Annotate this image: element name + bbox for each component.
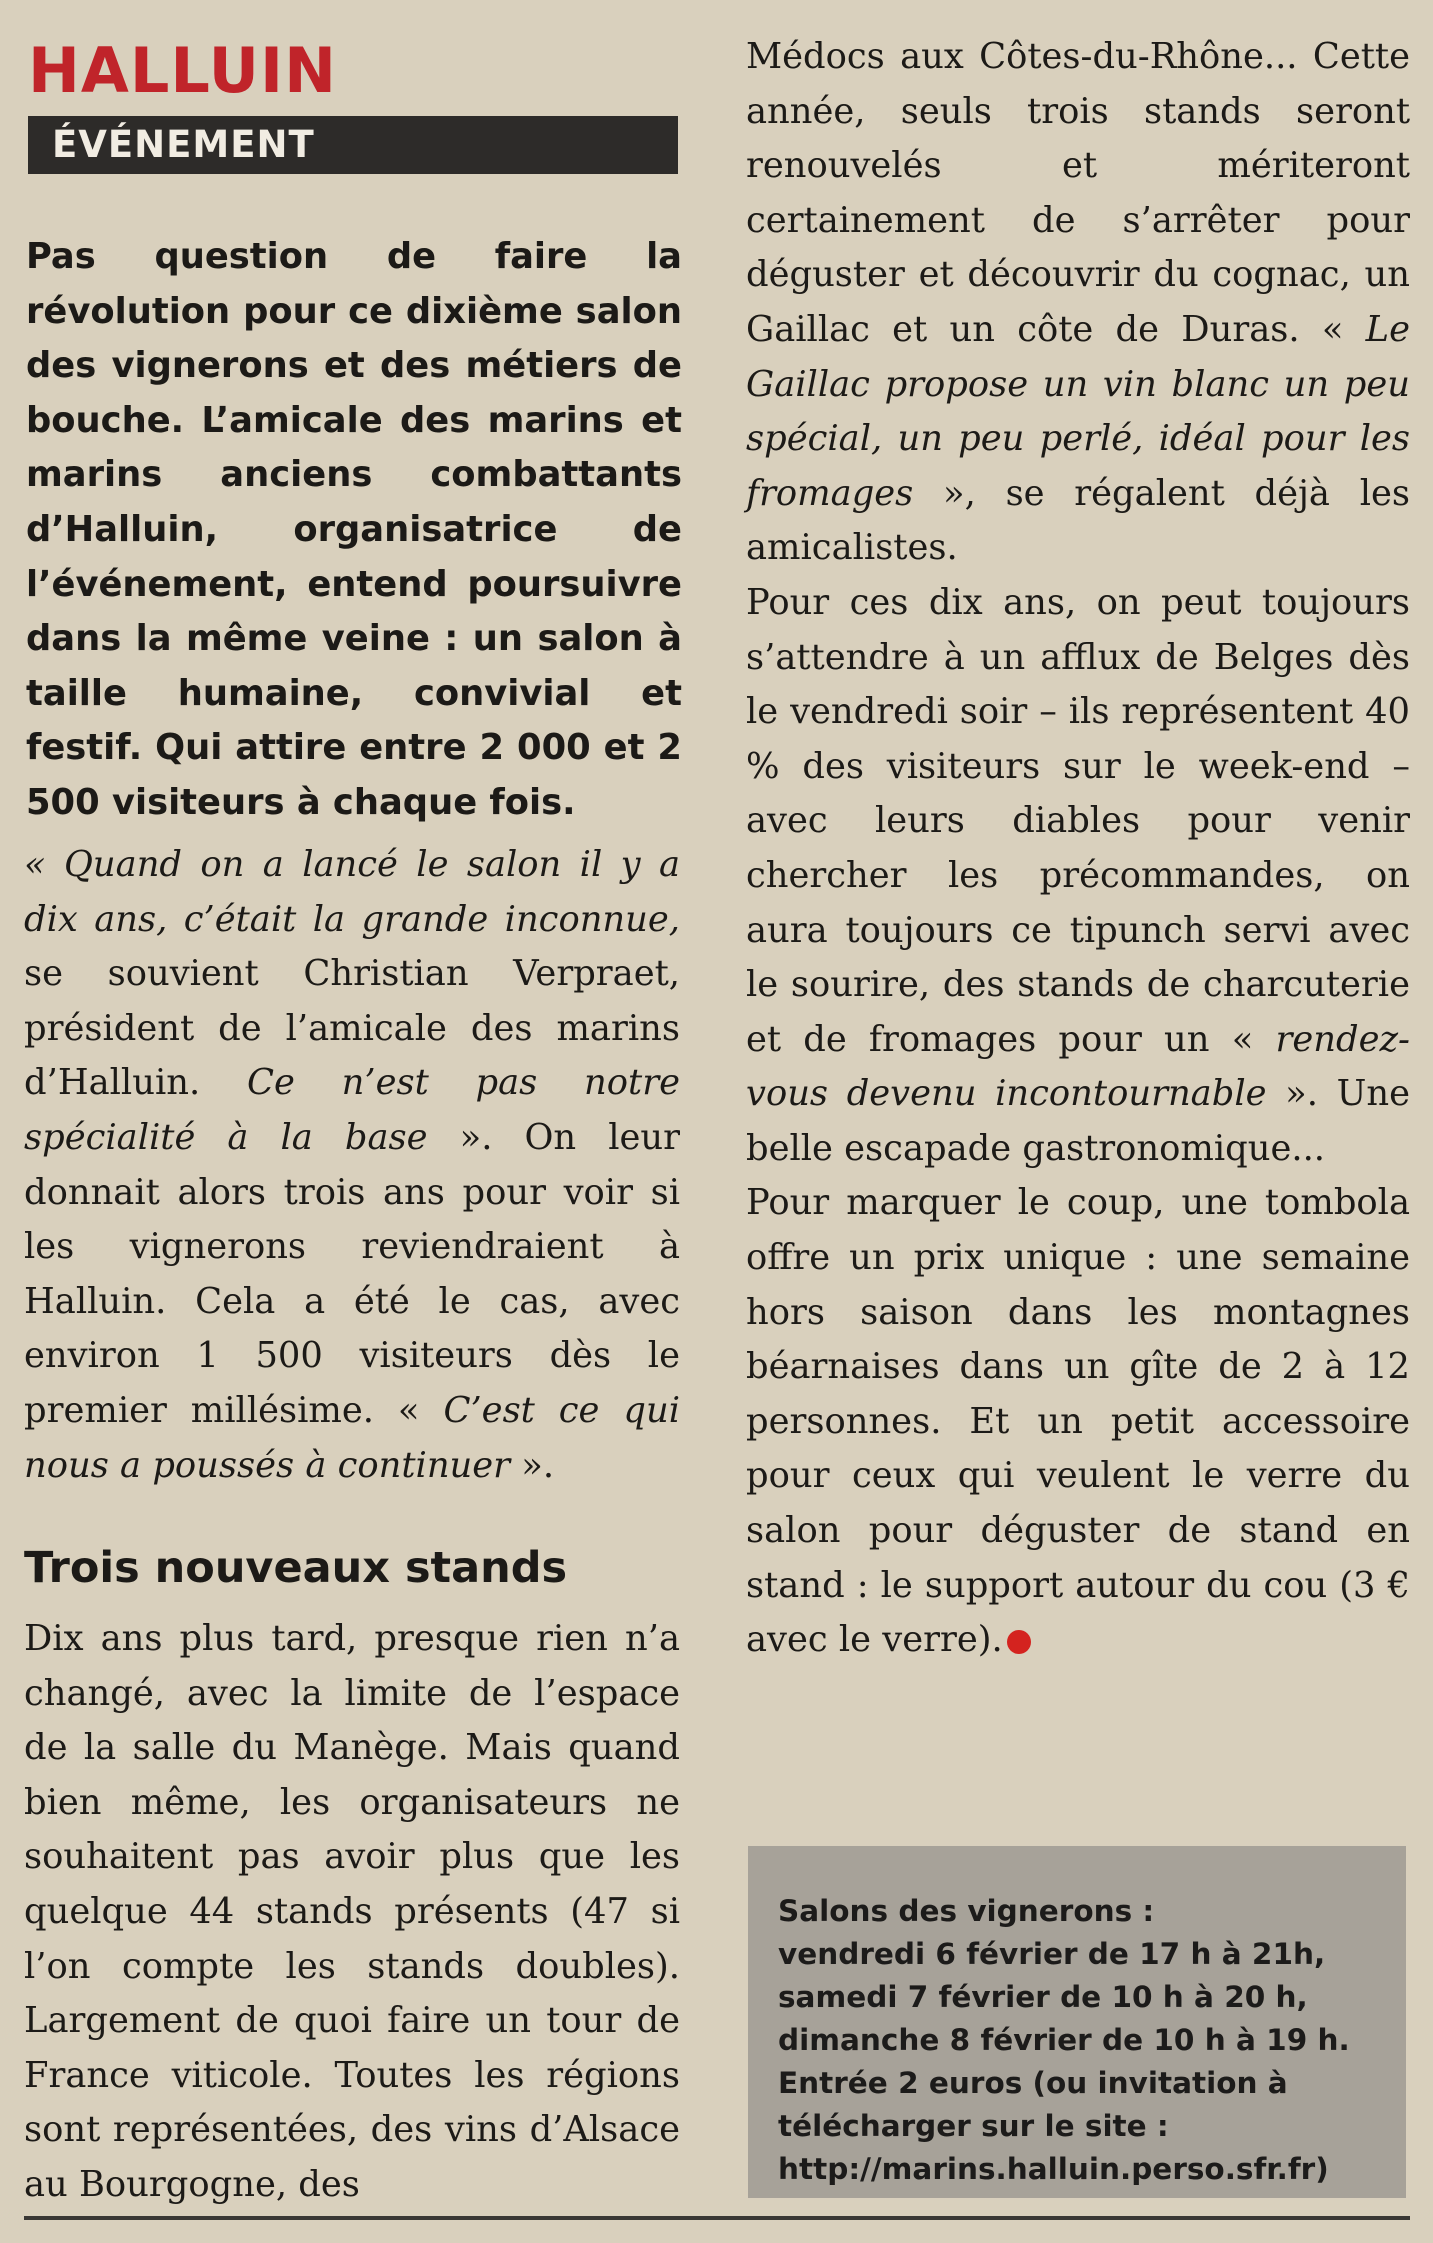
article-lead: Pas question de faire la révolution pour ce dixième salon des vignerons et des métiers de bouche. L’amicale des marins et marins anciens combattants d’Halluin, organisatrice de l’événement, entend poursuivre dans la même veine : un salon à taille humaine, convivial et festif. Qui attire entre 2 000 et 2 500 visiteurs à chaque fois. (26, 236, 682, 823)
town-heading: HALLUIN (28, 34, 337, 107)
info-line: télécharger sur le site : (778, 2109, 1169, 2143)
quote: Ce n’est pas notre spécialité à la base (24, 1062, 680, 1158)
article-section-3 (746, 30, 1410, 1668)
paragraph: Dix ans plus tard, presque rien n’a changé, avec la limite de l’espace de la salle du Manège. Mais quand bien même, les organisateurs ne souhaitent pas avoir plus que les quelque 44 stands présents (47 si l’on compte les stands doubles). Largement de quoi faire un tour de France viticole. Toutes les régions sont représentées, des vins d’Alsace au Bourgogne, des (24, 1618, 680, 2205)
info-line: http://marins.halluin.perso.sfr.fr) (778, 2152, 1329, 2186)
article-section-2 (24, 1612, 680, 2213)
text: ». Une belle escapade gastronomique... (746, 1073, 1410, 1169)
info-box (748, 1846, 1406, 2198)
quote: rendez-vous devenu incontournable (746, 1018, 1410, 1115)
paragraph (746, 1176, 1410, 1667)
bottom-rule (24, 2216, 1410, 2220)
info-line: Entrée 2 euros (ou invitation à (778, 2066, 1288, 2100)
subheading: Trois nouveaux stands (24, 1543, 568, 1593)
info-line: vendredi 6 février de 17 h à 21h, (778, 1937, 1326, 1971)
text: Pour marquer le coup, une tombola offre un prix unique : une semaine hors saison dans les montagnes béarnaises dans un gîte de 2 à 12 personnes. Et un petit accessoire pour ceux qui veulent le verre du salon pour déguster de stand en stand : le support autour du cou (3 € avec le verre). (746, 1182, 1410, 1661)
text: ». On leur donnait alors trois ans pour voir si les vignerons reviendraient à Halluin. Cela a été le cas, avec environ 1 500 visiteurs dès le premier millésime. « (24, 1116, 680, 1431)
paragraph (24, 838, 680, 1493)
quote: Le Gaillac propose un vin blanc un peu spécial, un peu perlé, idéal pour les fromages (746, 308, 1410, 514)
paragraph (746, 30, 1410, 576)
rubric-banner: ÉVÉNEMENT (28, 116, 678, 174)
paragraph (746, 576, 1410, 1177)
info-line: dimanche 8 février de 10 h à 19 h. (778, 2023, 1350, 2057)
info-line: samedi 7 février de 10 h à 20 h, (778, 1980, 1308, 2014)
quote: C’est ce qui nous a poussés à continuer (24, 1389, 680, 1486)
text: ». (510, 1444, 555, 1486)
article-section-1 (24, 838, 680, 1493)
end-of-article-dot-icon (1007, 1630, 1031, 1654)
info-line: Salons des vignerons : (778, 1894, 1155, 1928)
text: », se régalent déjà les amicalistes. (746, 472, 1410, 569)
text: Médocs aux Côtes-du-Rhône... Cette année, seuls trois stands seront renouvelés et mériteront certainement de s’arrêter pour déguster et découvrir du cognac, un Gaillac et un côte de Duras. « (746, 36, 1410, 350)
text: Pour ces dix ans, on peut toujours s’attendre à un afflux de Belges dès le vendredi soir – ils représentent 40 % des visiteurs sur le week-end – avec leurs diables pour venir chercher les précommandes, on aura toujours ce tipunch servi avec le sourire, des stands de charcuterie et de fromages pour un « (746, 581, 1410, 1060)
quote: « Quand on a lancé le salon il y a dix ans, c’était la grande inconnue, (24, 844, 680, 940)
text: se souvient Christian Verpraet, président de l’amicale des marins d’Halluin. (24, 953, 680, 1104)
